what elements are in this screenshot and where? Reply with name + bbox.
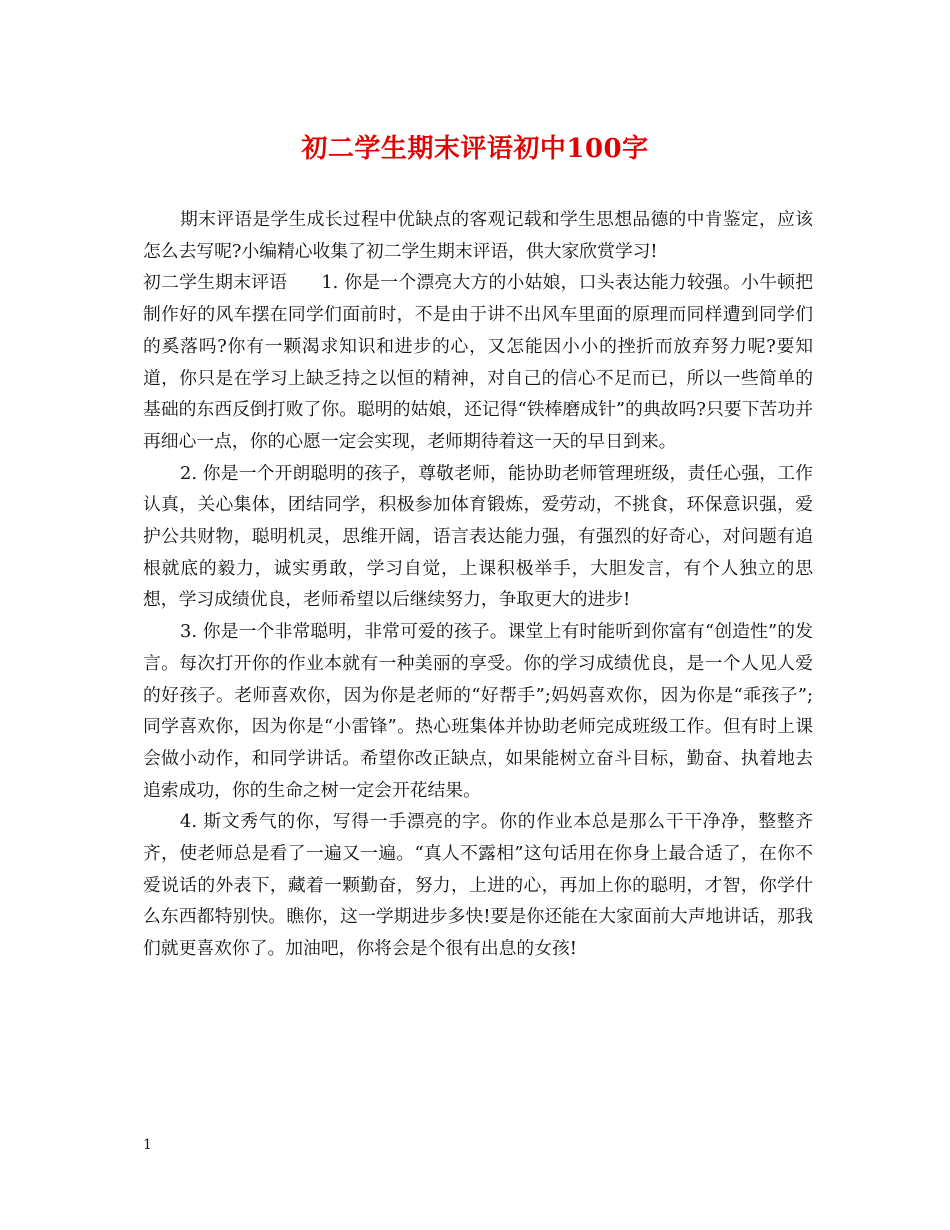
section-label: 初二学生期末评语 (143, 272, 288, 294)
comment-paragraph-1 (143, 267, 813, 457)
comment-paragraph-4: 4. 斯文秀气的你，写得一手漂亮的字。你的作业本总是那么干干净净，整整齐齐，使老师总是看了一遍又一遍。“真人不露相”这句话用在你身上最合适了，在你不爱说话的外表下，藏着一颗勤奋，努力，上进的心，再加上你的聪明，才智，你学什么东西都特别快。瞧你，这一学期进步多快!要是你还能在大家面前大声地讲话，那我们就更喜欢你了。加油吧，你将会是个很有出息的女孩! (143, 811, 813, 960)
comment-text-1: 1. 你是一个漂亮大方的小姑娘，口头表达能力较强。小牛顿把制作好的风车摆在同学们面前时，不是由于讲不出风车里面的原理而同样遭到同学们的奚落吗?你有一颗渴求知识和进步的心，又怎能因小小的挫折而放弃努力呢?要知道，你只是在学习上缺乏持之以恒的精神，对自己的信心不足而已，所以一些简单的基础的东西反倒打败了你。聪明的姑娘，还记得“铁棒磨成针”的典故吗?只要下苦功并再细心一点，你的心愿一定会实现，老师期待着这一天的早日到来。 (143, 272, 813, 452)
document-title: 初二学生期末评语初中100字 (301, 134, 649, 164)
comment-paragraph-2: 2. 你是一个开朗聪明的孩子，尊敬老师，能协助老师管理班级，责任心强，工作认真，关心集体，团结同学，积极参加体育锻炼，爱劳动，不挑食，环保意识强，爱护公共财物，聪明机灵，思维开阔，语言表达能力强，有强烈的好奇心，对问题有追根就底的毅力，诚实勇敢，学习自觉，上课积极举手，大胆发言，有个人独立的思想，学习成绩优良，老师希望以后继续努力，争取更大的进步! (143, 462, 813, 611)
intro-paragraph: 期末评语是学生成长过程中优缺点的客观记载和学生思想品德的中肯鉴定，应该怎么去写呢?小编精心收集了初二学生期末评语，供大家欣赏学习! (143, 209, 813, 262)
document-body (143, 204, 813, 965)
page-number: 1 (143, 1137, 152, 1153)
comment-paragraph-3: 3. 你是一个非常聪明，非常可爱的孩子。课堂上有时能听到你富有“创造性”的发言。每次打开你的作业本就有一种美丽的享受。你的学习成绩优良，是一个人见人爱的好孩子。老师喜欢你，因为你是老师的“好帮手”;妈妈喜欢你，因为你是“乖孩子”;同学喜欢你，因为你是“小雷锋”。热心班集体并协助老师完成班级工作。但有时上课会做小动作，和同学讲话。希望你改正缺点，如果能树立奋斗目标，勤奋、执着地去追索成功，你的生命之树一定会开花结果。 (143, 621, 813, 801)
